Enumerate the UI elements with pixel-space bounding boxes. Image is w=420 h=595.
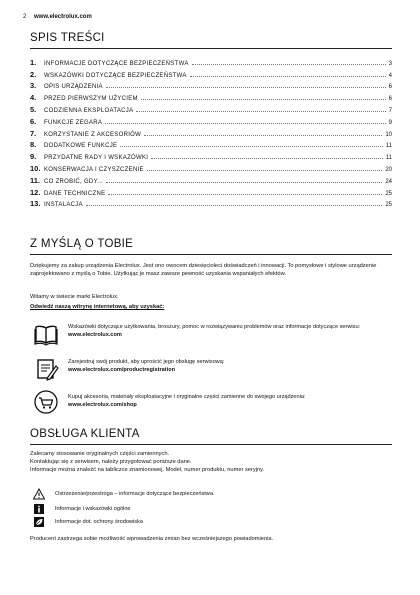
- warning-icon: [33, 488, 45, 500]
- toc-item[interactable]: 10. KONSERWACJA I CZYSZCZENIE 20: [30, 163, 392, 173]
- footer-note: Producent zastrzega sobie możliwość wprowadzenia zmian bez wcześniejszego powiadomienia.: [30, 536, 274, 542]
- shop-link[interactable]: www.electrolux.com/shop: [68, 402, 137, 409]
- shopping-cart-icon: [33, 390, 59, 414]
- about-divider: [30, 254, 392, 255]
- welcome-text: Witamy w świecie marki Electrolux.: [30, 294, 119, 300]
- visit-website-text: Odwiedź naszą witrynę internetową, aby uzyskać:: [30, 304, 165, 310]
- about-title: Z MYŚLĄ O TOBIE: [30, 238, 134, 250]
- table-of-contents: [30, 55, 392, 208]
- toc-item[interactable]: 7. KORZYSTANIE Z AKCESORIÓW 10: [30, 128, 392, 138]
- toc-item[interactable]: 9. PRZYDATNE RADY I WSKAZÓWKI 11: [30, 152, 392, 162]
- legend-warning: Ostrzeżenie/przestroga – informacje dotyczące bezpieczeństwa.: [33, 488, 215, 500]
- customer-service-divider: [30, 444, 392, 445]
- registration-icon: [33, 357, 59, 381]
- service-item-registration: Zarejestruj swój produkt, aby uprościć jego obsługę serwisową: www.electrolux.com/productregistration: [68, 358, 385, 374]
- intro-text: Dziękujemy za zakup urządzenia Electrolux. Jest ono owocem dziesięcioleci doświadczeń i innowacji. To pomysłowe i stylowe urządzenie zaprojektowano z myślą o Tobie. Użytkując je masz zawsze pewność uzyskania wspaniałych efektów.: [30, 263, 377, 278]
- toc-item[interactable]: 11. CO ZROBIĆ, GDY... 24: [30, 175, 392, 185]
- manuals-link[interactable]: www.electrolux.com: [68, 332, 122, 339]
- toc-title: SPIS TREŚCI: [30, 32, 105, 44]
- toc-divider: [30, 48, 392, 49]
- toc-item[interactable]: 8. DODATKOWE FUNKCJE 11: [30, 140, 392, 150]
- info-icon: [33, 503, 45, 515]
- service-info: Zalecamy stosowanie oryginalnych części zamiennych. Kontaktując się z serwisem, należy przygotować poniższe dane. Informacje można znaleźć na tabliczce znamionowej. Model, numer produktu, numer seryjny.: [30, 451, 265, 474]
- customer-service-title: OBSŁUGA KLIENTA: [30, 428, 140, 440]
- legend-info: Informacje i wskazówki ogólne: [33, 503, 131, 515]
- page-header: [23, 14, 92, 20]
- toc-item[interactable]: 6. FUNKCJE ZEGARA 9: [30, 116, 392, 126]
- service-item-manuals: Wskazówki dotyczące użytkowania, broszury, pomoc w rozwiązywaniu problemów oraz informacje dotyczące serwisu: www.electrolux.com: [68, 323, 385, 339]
- toc-item[interactable]: 13. INSTALACJA 25: [30, 199, 392, 209]
- toc-item[interactable]: 5. CODZIENNA EKSPLOATACJA 7: [30, 104, 392, 114]
- toc-item[interactable]: 4. PRZED PIERWSZYM UŻYCIEM 6: [30, 93, 392, 103]
- header-website: www.electrolux.com: [34, 14, 92, 20]
- toc-item[interactable]: 2. WSKAZÓWKI DOTYCZĄCE BEZPIECZEŃSTWA 4: [30, 69, 392, 79]
- legend-environment: Informacje dot. ochrony środowiska: [33, 516, 143, 528]
- toc-item[interactable]: 12. DANE TECHNICZNE 25: [30, 187, 392, 197]
- leaf-icon: [33, 516, 45, 528]
- page-number: 2: [23, 14, 27, 20]
- registration-link[interactable]: www.electrolux.com/productregistration: [68, 367, 176, 374]
- service-item-shop: Kupuj akcesoria, materiały eksploatacyjne i oryginalne części zamienne do swojego urządzenia: www.electrolux.com/shop: [68, 393, 385, 409]
- toc-item[interactable]: 3. OPIS URZĄDZENIA 6: [30, 81, 392, 91]
- book-icon: [33, 323, 59, 347]
- toc-item[interactable]: 1. INFORMACJE DOTYCZĄCE BEZPIECZEŃSTWA 3: [30, 57, 392, 67]
